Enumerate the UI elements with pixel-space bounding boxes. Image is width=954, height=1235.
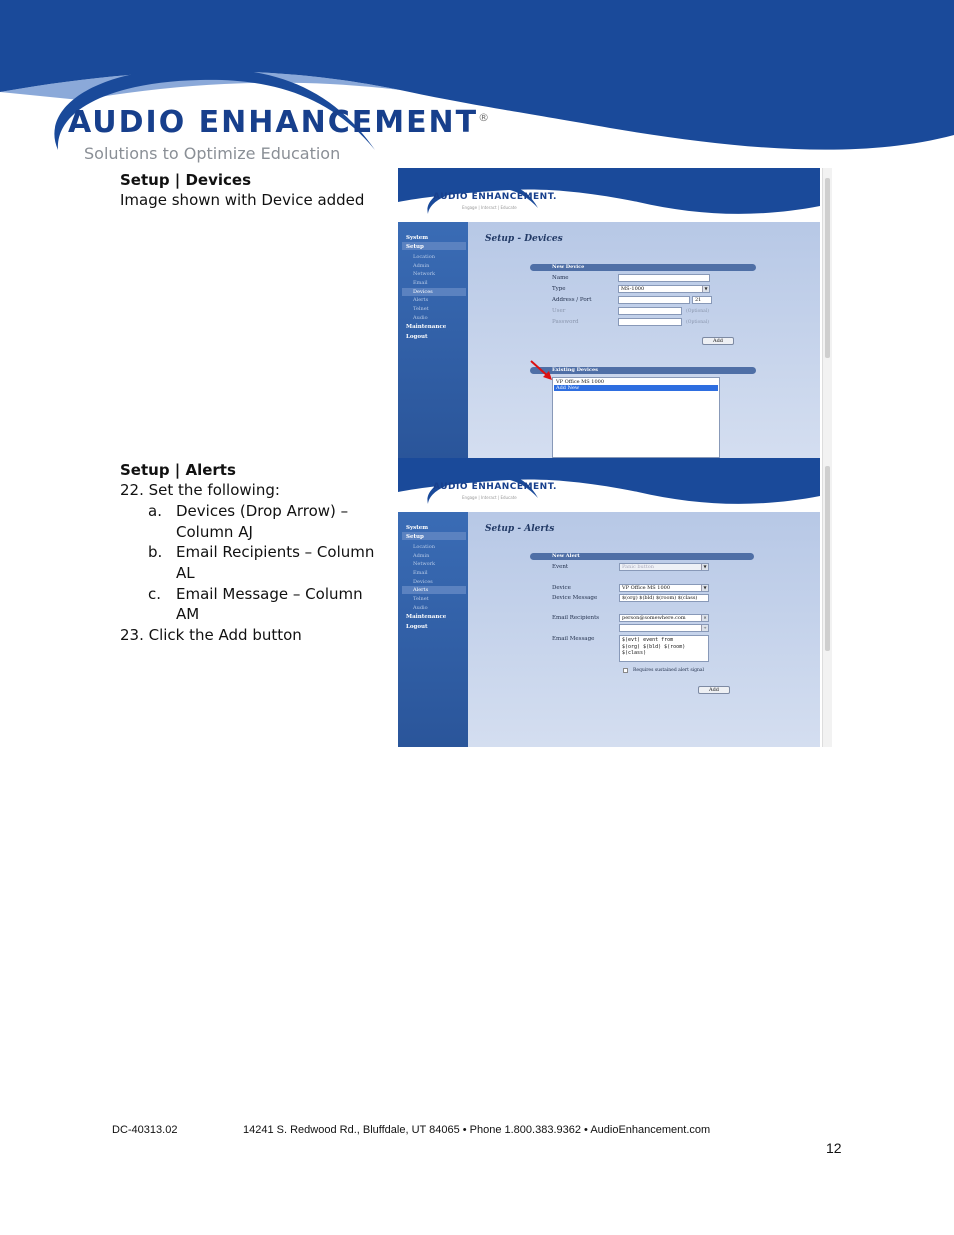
nav-system[interactable]: System [406, 235, 429, 241]
email-message-line: $(evt) event from [622, 637, 674, 643]
chevron-down-icon[interactable]: ▼ [701, 585, 708, 591]
new-device-bar: New Device [530, 264, 756, 271]
nav-maintenance[interactable]: Maintenance [406, 614, 447, 620]
devices-caption: Image shown with Device added [120, 191, 365, 209]
email-recipients-input[interactable]: person@somewhere.com ✕ [619, 614, 709, 622]
item-a-line1: Devices (Drop Arrow) – [176, 502, 349, 520]
step-22: 22. Set the following: [120, 481, 280, 499]
nav-selected-devices [402, 288, 466, 296]
brand-tagline: Solutions to Optimize Education [84, 144, 341, 163]
email-recipients-add-input[interactable] [619, 624, 709, 632]
nav-devices[interactable]: Devices [413, 579, 433, 585]
sustained-alert-label: Requires sustained alert signal [633, 668, 704, 673]
document-id: DC-40313.02 [112, 1124, 178, 1136]
email-message-line: $(org) $(bld) $(room) [622, 643, 686, 650]
devices-heading: Setup | Devices [120, 171, 252, 189]
sustained-alert-checkbox[interactable] [623, 668, 628, 673]
page-number: 12 [826, 1140, 842, 1156]
email-message-line: $(class) [622, 650, 647, 656]
nav-logout[interactable]: Logout [406, 624, 428, 630]
nav-alerts[interactable]: Alerts [413, 587, 429, 593]
alerts-panel [468, 512, 820, 747]
devices-title: Setup - Devices [485, 234, 563, 244]
brand-logo: AUDIO ENHANCEMENT® [68, 105, 490, 140]
screenshot-logo-sub: Engage | Interact | Educate [462, 495, 517, 500]
item-b-line2: AL [176, 564, 195, 582]
email-message-label: Email Message [552, 636, 595, 642]
alerts-heading: Setup | Alerts [120, 461, 236, 479]
list-marker-b: b. [148, 543, 163, 561]
event-label: Event [552, 564, 569, 570]
close-icon[interactable]: ✕ [701, 615, 708, 621]
user-label: User [552, 308, 566, 314]
address-input[interactable] [618, 296, 690, 304]
nav-telnet[interactable]: Telnet [413, 306, 429, 312]
nav-setup[interactable]: Setup [406, 244, 424, 250]
add-alert-button[interactable]: Add [698, 686, 730, 694]
type-select[interactable]: MS-1000 ▼ [618, 285, 710, 293]
email-recipients-label: Email Recipients [552, 615, 600, 621]
password-optional-note: (Optional) [686, 320, 710, 325]
nav-admin[interactable]: Admin [413, 263, 430, 269]
nav-devices[interactable]: Devices [413, 289, 433, 295]
nav-network[interactable]: Network [413, 561, 436, 567]
device-label: Device [552, 585, 571, 591]
address-port-label: Address / Port [552, 297, 592, 303]
plus-icon[interactable]: + [701, 625, 708, 631]
admin-sidebar [398, 222, 468, 458]
event-select[interactable]: Panic button ▼ [619, 563, 709, 571]
list-marker-c: c. [148, 585, 162, 603]
nav-logout[interactable]: Logout [406, 334, 428, 340]
nav-email[interactable]: Email [413, 570, 428, 576]
chevron-down-icon[interactable]: ▼ [702, 286, 709, 292]
chevron-down-icon[interactable]: ▼ [701, 564, 708, 570]
name-label: Name [552, 275, 569, 281]
screenshot-logo-sub: Engage | Interact | Educate [462, 205, 517, 210]
nav-system[interactable]: System [406, 525, 429, 531]
item-c-line1: Email Message – Column [176, 585, 363, 603]
scrollbar[interactable] [822, 168, 832, 458]
list-marker-a: a. [148, 502, 162, 520]
step-23: 23. Click the Add button [120, 626, 302, 644]
nav-audio[interactable]: Audio [413, 315, 428, 321]
nav-maintenance[interactable]: Maintenance [406, 324, 447, 330]
nav-setup[interactable]: Setup [406, 534, 424, 540]
add-device-button[interactable]: Add [702, 337, 734, 345]
nav-network[interactable]: Network [413, 271, 436, 277]
user-input[interactable] [618, 307, 682, 315]
alerts-screenshot [398, 458, 820, 747]
existing-devices-bar: Existing Devices [530, 367, 756, 374]
screenshot-header [398, 168, 820, 222]
list-item-selected[interactable]: Add New [554, 385, 718, 391]
scrollbar-thumb[interactable] [825, 466, 830, 651]
devices-screenshot [398, 168, 820, 458]
email-message-textarea[interactable] [619, 635, 709, 662]
nav-audio[interactable]: Audio [413, 605, 428, 611]
screenshot-logo: AUDIO ENHANCEMENT. [433, 192, 557, 202]
existing-devices-list[interactable] [552, 377, 720, 458]
scrollbar[interactable] [822, 458, 832, 747]
screenshot-logo: AUDIO ENHANCEMENT. [433, 482, 557, 492]
port-input[interactable]: 21 [692, 296, 712, 304]
screenshot-header [398, 458, 820, 512]
page-header [0, 0, 954, 170]
list-item[interactable]: VP Office MS 1000 [556, 379, 605, 385]
device-message-input[interactable]: $(org) $(bld) $(room) $(class) [619, 594, 709, 602]
device-select[interactable]: VP Office MS 1000 ▼ [619, 584, 709, 592]
alerts-title: Setup - Alerts [485, 524, 555, 534]
type-label: Type [552, 286, 566, 292]
nav-alerts[interactable]: Alerts [413, 297, 429, 303]
devices-panel [468, 222, 820, 458]
footer-address: 14241 S. Redwood Rd., Bluffdale, UT 84065 • Phone 1.800.383.9362 • AudioEnhancement.com [243, 1124, 711, 1136]
item-a-line2: Column AJ [176, 523, 253, 541]
nav-telnet[interactable]: Telnet [413, 596, 429, 602]
device-message-label: Device Message [552, 595, 598, 601]
red-arrow-icon [528, 358, 558, 384]
admin-sidebar [398, 512, 468, 747]
password-label: Password [552, 319, 579, 325]
nav-location[interactable]: Location [413, 254, 435, 260]
scrollbar-thumb[interactable] [825, 178, 830, 358]
item-b-line1: Email Recipients – Column [176, 543, 375, 561]
password-input[interactable] [618, 318, 682, 326]
nav-email[interactable]: Email [413, 280, 428, 286]
nav-selected-alerts [402, 586, 466, 594]
nav-location[interactable]: Location [413, 544, 435, 550]
user-optional-note: (Optional) [686, 309, 710, 314]
name-input[interactable] [618, 274, 710, 282]
nav-admin[interactable]: Admin [413, 553, 430, 559]
new-alert-bar: New Alert [530, 553, 754, 560]
item-c-line2: AM [176, 605, 200, 623]
